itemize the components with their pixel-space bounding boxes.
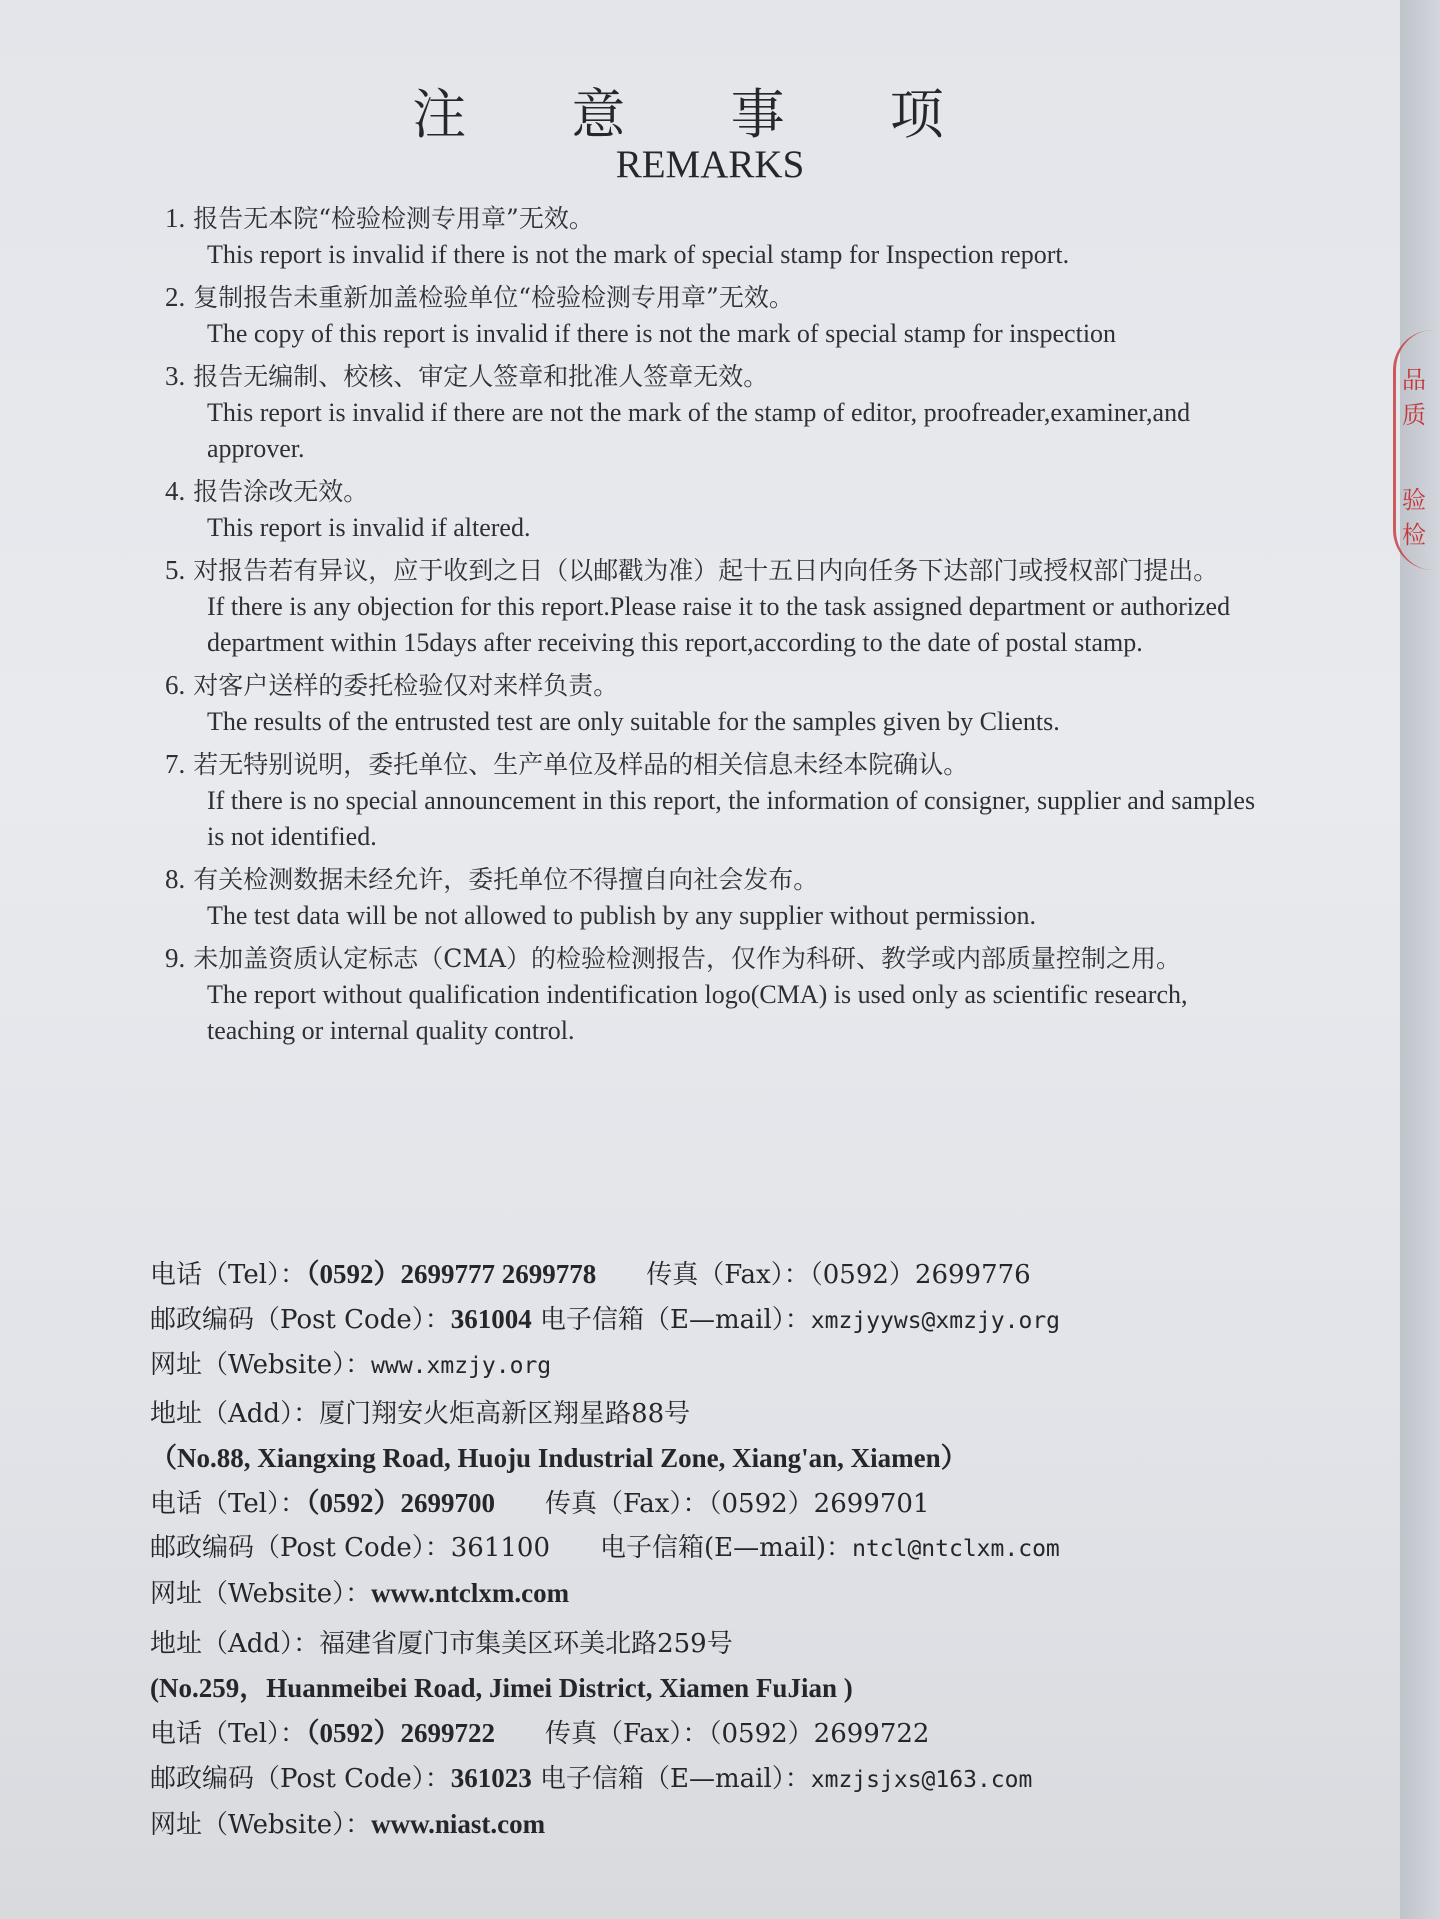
web-label: 网址（Website）： [150, 1810, 372, 1840]
email-label: 电子信箱（E—mail）： [540, 1305, 811, 1335]
contact3-phone-line [150, 1711, 1300, 1756]
page-title-en: REMARKS [615, 143, 805, 186]
remark-zh-text: 报告无本院“检验检测专用章”无效。 [193, 204, 594, 233]
tel-label: 电话（Tel）： [150, 1489, 307, 1519]
remark-zh [165, 200, 1265, 237]
remark-number: 4. [165, 476, 186, 506]
contact1-post-line [150, 1297, 1300, 1343]
web-value: www.xmzjy.org [371, 1353, 552, 1379]
add-en-value: (No.259，Huanmeibei Road, Jimei District, Xiamen FuJian ) [150, 1673, 853, 1703]
contact2-address-line [150, 1392, 1300, 1436]
remark-en: This report is invalid if there is not the mark of special stamp for Inspection report. [207, 240, 1070, 269]
remark-item [165, 746, 1265, 855]
remark-zh [165, 473, 1265, 510]
remark-number: 1. [165, 203, 186, 233]
page-title-zh: 注 意 事 项 [412, 83, 988, 146]
tel-label: 电话（Tel）： [150, 1719, 307, 1749]
post-label: 邮政编码（Post Code）： [150, 1533, 451, 1563]
add-en-value: （No.88, Xiangxing Road, Huoju Industrial Zone, Xiang'an, Xiamen） [150, 1443, 968, 1473]
remark-number: 6. [165, 670, 186, 700]
remark-zh-text: 未加盖资质认定标志（CMA）的检验检测报告，仅作为科研、教学或内部质量控制之用。 [193, 944, 1182, 973]
remark-number: 7. [165, 749, 186, 779]
remark-item [165, 200, 1265, 273]
remark-number: 2. [165, 282, 186, 312]
add-label: 地址（Add）： [150, 1629, 320, 1659]
remark-zh [165, 940, 1265, 977]
remark-zh [165, 746, 1265, 783]
post-label: 邮政编码（Post Code）： [150, 1305, 451, 1335]
fax-value: （0592）2699701 [708, 1489, 930, 1519]
email-value: xmzjsjxs@163.com [810, 1767, 1033, 1793]
tel-label: 电话（Tel）： [150, 1260, 307, 1290]
contact3-web-line [150, 1802, 1300, 1847]
remark-en: The test data will be not allowed to publish by any supplier without permission. [207, 901, 1036, 930]
contact2-phone-line [150, 1481, 1300, 1526]
remark-zh-text: 报告无编制、校核、审定人签章和批准人签章无效。 [193, 362, 769, 391]
post-value: 361023 [450, 1763, 532, 1793]
remark-number: 3. [165, 361, 186, 391]
email-label: 电子信箱(E—mail)： [600, 1533, 853, 1563]
remark-zh [165, 358, 1265, 395]
add-value: 厦门翔安火炬高新区翔星路88号 [319, 1399, 691, 1429]
web-value: www.niast.com [371, 1809, 546, 1839]
remark-zh-text: 对报告若有异议，应于收到之日（以邮戳为准）起十五日内向任务下达部门或授权部门提出。 [193, 556, 1219, 585]
remark-zh-text: 复制报告未重新加盖检验单位“检验检测专用章”无效。 [193, 283, 794, 312]
post-value: 361100 [450, 1533, 550, 1563]
contact1-phone-line [150, 1252, 1300, 1297]
remark-item [165, 358, 1265, 467]
tel-value: （0592）2699777 2699778 [306, 1259, 597, 1289]
remark-item [165, 552, 1265, 661]
contact2-web-line [150, 1571, 1300, 1616]
contact2-post-line [150, 1526, 1300, 1571]
contact1-web-line [150, 1343, 1300, 1388]
email-label: 电子信箱（E—mail）： [540, 1764, 811, 1794]
remark-en: The report without qualification indentification logo(CMA) is used only as scientific research, teaching or internal quality control. [207, 980, 1188, 1045]
add-value: 福建省厦门市集美区环美北路259号 [319, 1629, 733, 1659]
remark-zh-text: 有关检测数据未经允许，委托单位不得擅自向社会发布。 [193, 865, 819, 894]
fax-label: 传真（Fax）： [646, 1260, 810, 1290]
remark-number: 9. [165, 943, 186, 973]
contact2-address-en [150, 1436, 1300, 1481]
paper-edge [1400, 0, 1440, 1919]
fax-value: （0592）2699722 [708, 1719, 930, 1749]
contact3-address-line [150, 1622, 1300, 1666]
remark-en: This report is invalid if altered. [207, 513, 531, 542]
remark-item [165, 861, 1265, 934]
tel-value: （0592）2699722 [306, 1718, 496, 1748]
remark-item [165, 667, 1265, 740]
remark-en: The results of the entrusted test are only suitable for the samples given by Clients. [207, 707, 1060, 736]
remark-number: 5. [165, 555, 186, 585]
remark-item [165, 279, 1265, 352]
post-value: 361004 [450, 1304, 532, 1334]
red-stamp-fragment [1393, 330, 1440, 570]
remark-en: The copy of this report is invalid if there is not the mark of special stamp for inspection [207, 319, 1117, 348]
remark-zh [165, 861, 1265, 898]
remark-zh-text: 若无特别说明，委托单位、生产单位及样品的相关信息未经本院确认。 [193, 750, 969, 779]
remark-item [165, 940, 1265, 1049]
email-value: ntcl@ntclxm.com [852, 1536, 1060, 1562]
remarks-list [165, 200, 1265, 1055]
stamp-text-2: 验检 [1402, 486, 1426, 549]
tel-value: （0592）2699700 [306, 1488, 496, 1518]
fax-label: 传真（Fax）： [545, 1489, 709, 1519]
remark-en: This report is invalid if there are not the mark of the stamp of editor, proofreader,examiner,and approver. [207, 398, 1191, 463]
remark-zh [165, 552, 1265, 589]
contact3-address-en [150, 1666, 1300, 1711]
web-label: 网址（Website）： [150, 1350, 372, 1380]
remark-en: If there is any objection for this report.Please raise it to the task assigned department or authorized department within 15days after receiving this report,according to the date of postal stamp. [207, 592, 1231, 657]
remark-zh [165, 279, 1265, 316]
email-value: xmzjyyws@xmzjy.org [810, 1308, 1061, 1334]
fax-label: 传真（Fax）： [545, 1719, 709, 1749]
remark-zh-text: 对客户送样的委托检验仅对来样负责。 [193, 671, 619, 700]
post-label: 邮政编码（Post Code）： [150, 1764, 451, 1794]
add-label: 地址（Add）： [150, 1399, 320, 1429]
remark-zh [165, 667, 1265, 704]
web-label: 网址（Website）： [150, 1579, 372, 1609]
remark-en: If there is no special announcement in this report, the information of consigner, supplier and samples is not identified. [207, 786, 1256, 851]
contact3-post-line [150, 1756, 1300, 1802]
stamp-text-1: 品质 [1402, 366, 1426, 429]
fax-value: （0592）2699776 [809, 1260, 1031, 1290]
remark-item [165, 473, 1265, 546]
remark-number: 8. [165, 864, 186, 894]
web-value: www.ntclxm.com [371, 1578, 570, 1608]
remark-zh-text: 报告涂改无效。 [193, 477, 369, 506]
contact-block [150, 1252, 1300, 1847]
